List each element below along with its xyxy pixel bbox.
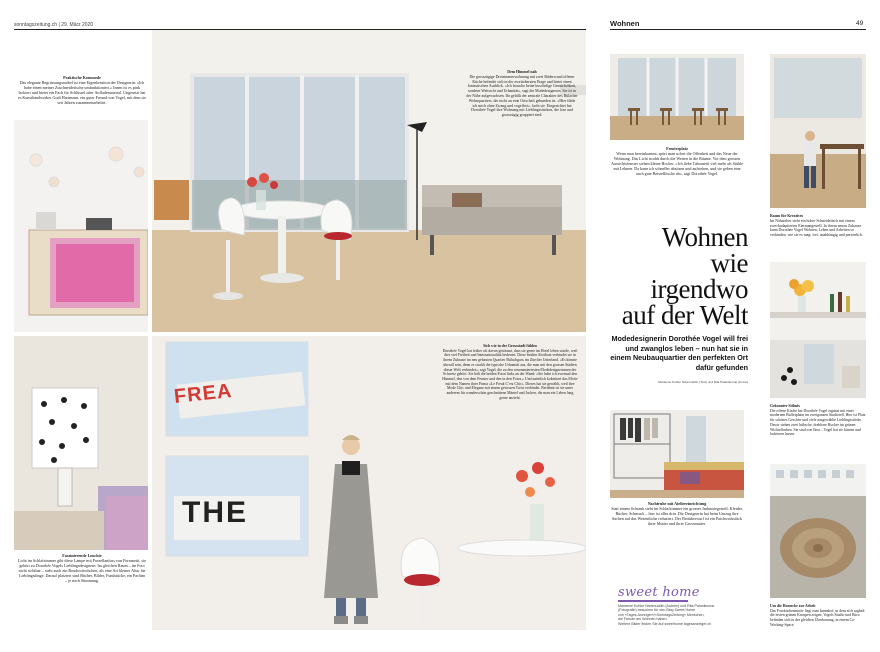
caption-fensterplatz-body: Wenn man hereinkommt, spürt man sofort die Offenheit und das Neue der Wohnung. Das Licht strahlt durch die Weiten in die Räume. Vor dem grossen Aussichtsfenster stehen kleine Hocker. «Ich liebe Tabouretti viel mehr als Stühle mit Lehnen. Da kann ich schneller absitzen und aufstehen, und sie geben eine auch gute Beistelltische ab», sagt Dorothée Vogel. bbox=[610, 151, 744, 177]
studio-illustration bbox=[770, 54, 866, 208]
sweet-home-info bbox=[618, 604, 764, 626]
caption-kreatives bbox=[770, 214, 866, 238]
caption-leuchte-body: Licht im Schlafzimmer gibt diese Lampe mit Porzellanfuss von Fornasetti, sie gehört zu Dorothée Vogels Lieblingsdesignern. Im gleichen Raum – im Foto nicht sichtbar – steht auch ein Boudoirtischchen, als eine Art kleiner Altar für Lieblingsdinge. Darauf platziert sind Bücher, Bilder, Fundstücke, ein Parfüm – je nach Stimmung. bbox=[18, 558, 146, 584]
caption-kommode-body: Das elegante Begrüssungsmöbel ist eine Eigenkreation der Designerin: «Ich habe einen meiner Zuschneidetische umfunktioniert.» Innen ist es pink lackiert und bietet ein Fach für Schlüssel oder Aufladematerial. Ungesetzt hat es Kunsthandwerker Godi Hartmann, ein guter Freund von Vogel, mit dem sie seit Jahren zusammenarbeitet. bbox=[18, 80, 146, 106]
caption-himmel-title: Dem Himmel nah bbox=[507, 70, 537, 74]
feature-credit: Marianne Kohler Nizamuddin (Text) und Rita Palanikumar (Fotos) bbox=[658, 380, 748, 384]
caption-leuchte-title: Faszinierende Leuchte bbox=[62, 553, 102, 558]
sweet-home-line-1: Marianne Kohler Nizamuddin (Autorin) und Rita Palanikumar bbox=[618, 604, 715, 608]
sweet-home-underline bbox=[618, 600, 688, 602]
lamp-illustration bbox=[14, 336, 148, 550]
feature-title-line-4: auf der Welt bbox=[621, 300, 748, 330]
bedroom-illustration bbox=[610, 410, 744, 498]
commode-illustration bbox=[14, 120, 148, 332]
caption-ateliereinrichtung-body: Statt einem Schrank steht im Schlafzimmer ein grosses Industriegestell. Kleider, Bücher, Schmuck – hier ist alles drin. Die Designerin hat beim Umzug ihre Sachen auf das Wesentliche reduziert. Der Bettüberwurf ist ein Patchworkstück ihrer Mutter und ihrer Grossmutter. bbox=[611, 506, 743, 527]
caption-stilmix bbox=[770, 404, 866, 437]
caption-stilmix-body: Die offene Küche hat Dorothée Vogel ergänzt mit einer modernen Buffetplatte im zweiganzen Studiotell. Hier ist Platz für schönes Geschirr und viele ausgewählte Lieblingsstücke. Davor stehen zwei hübsche, drehbare Hocker im grünen Wichtelfarben. Sie sind von Ikea – Vogel hat sie kürzen und lackieren lassen. bbox=[770, 408, 866, 437]
sign-text-bottom: THE bbox=[182, 496, 248, 529]
caption-kreatives-title: Raum für Kreatives bbox=[770, 214, 804, 218]
caption-kreatives-body: Im Nähatelier steht ein hoher Schneidetisch mit einem zweckadaptierten Eiermangestell. In ihrem neuen Zuhause kann Dorothée Vogel Wohnen, Leben und Arbeiten so verbinden, wie sie es mag: frei, unabhängig und persönlich. bbox=[770, 218, 863, 238]
section-label: Wohnen bbox=[610, 19, 640, 28]
site-name: sonntagszeitung.ch bbox=[14, 22, 58, 28]
sweet-home-line-3: von «Tages-Anzeiger»/«SonntagsZeitung» Menschen, bbox=[618, 612, 705, 617]
feature-lead: Modedesignerin Dorothée Vogel will frei und zwanglos leben – nun hat sie in einem Neubauquartier den perfekten Ort dafür gefunden bbox=[610, 334, 748, 372]
feature-title bbox=[606, 224, 748, 328]
photo-courtyard bbox=[770, 464, 866, 598]
caption-grossstadt-body: Dorothée Vogel hat früher oft davon geträumt, dass sie gerne im Hotel leben würde, weil dies viel Freiheit und Internationalität bedeutet. Diese beiden Attribute verbindet sie in ihrem Zuhause im neu gebauten Quartier Bülachguss im Zürcher Unterland. «Es könnte überall sein, denn es strahlt die typische Urbanität aus, die man mit den grossen Städten dieser Welt verbindet», sagt Vogel, die zu den renommiertesten Modedesignerinnen der Schweiz gehört. Sie hält die beiden Fotos links an der Wand: «Sie habe ich zweimal den Himmel, den von dem Fenster und den in den Fotos.» Und natürlich kokettiert das Motiv mit dem Namen ihrer Firma «Le Freak C’est Chic». Dieses hat sie gewählt, weil ihre Mode Chic und Eleganz mit einem gewissen Twist verbindet. Berühmt ist sie unter anderem für wunderschön geschnittene Mäntel und Jacken, die man ein Leben lang gerne anzieht. bbox=[442, 348, 578, 400]
caption-ateliereinrichtung-title: Nachtruhe mit Ateliereinrichtung bbox=[647, 501, 707, 506]
sweet-home-line-2: (Fotografin) besuchen für den Blog Sweet Home bbox=[618, 608, 696, 613]
issue-date: 29. März 2020 bbox=[61, 22, 94, 28]
caption-kommode bbox=[18, 75, 146, 106]
caption-grossstadt-title: Sich wie in der Grossstadt fühlen bbox=[483, 344, 537, 348]
caption-fensterplatz bbox=[610, 146, 744, 177]
feature-title-line-3: irgendwo bbox=[650, 274, 748, 304]
photo-commode bbox=[14, 120, 148, 332]
caption-leuchte bbox=[18, 553, 146, 584]
caption-ateliereinrichtung bbox=[610, 501, 744, 526]
header-left: sonntagszeitung.ch | 29. März 2020 bbox=[14, 22, 94, 28]
photo-lamp bbox=[14, 336, 148, 550]
caption-grossstadt bbox=[442, 344, 578, 400]
photo-bedroom bbox=[610, 410, 744, 498]
photo-window-stools bbox=[610, 54, 744, 140]
caption-stilmix-title: Gekonnter Stilmix bbox=[770, 404, 800, 408]
page-number: 49 bbox=[856, 20, 864, 27]
caption-himmel-body: Die grosszügige Dreizimmerwohnung mit zwei Bädern und offener Küche befindet sich in der zweitobersten Etage und bietet einen fantastischen Ausblick. «Ich brauche keine kuschelige Gemütlichkeit, sondern Weitsicht und Urbanität», sagt die Modedesignerin. Sie ist in der Nähe aufgewachsen. Ihr gefällt der zentrale Charakter des Bülacher Wohnquartiers, der nicht an eine Ortschaft gebunden ist. «Hier fühle ich mich ohne Zwang und vogelfrei», lacht sie. Eingerichtet hat Dorothée Vogel ihre Wohnung mit Lieblingsstücken, die lose und grosszügig gruppiert sind. bbox=[466, 74, 578, 118]
caption-homeoffice bbox=[770, 604, 866, 628]
kitchen-illustration bbox=[770, 262, 866, 398]
feature-title-line-1: Wohnen bbox=[661, 222, 748, 252]
photo-studio bbox=[770, 54, 866, 208]
caption-homeoffice-title: Um die Homecke zur Arbeit bbox=[770, 604, 816, 608]
sweet-home-logo: sweet home bbox=[618, 585, 700, 600]
window-stools-illustration bbox=[610, 54, 744, 140]
header-rule-right bbox=[610, 29, 866, 30]
caption-homeoffice-body: Das Fotoküchenmotiv liegt zum Innenhof, in dem sich sagbalt die ersten grünen Knospen zeigen. Vogels Studio und Büro befinden sich in der gleichen Überbauung, in einem Co-Working-Space. bbox=[770, 608, 865, 627]
photo-kitchen bbox=[770, 262, 866, 398]
sign-text-top: FREA bbox=[172, 380, 234, 408]
caption-kommode-title: Praktische Kommode bbox=[63, 75, 101, 80]
sweet-home-line-5: Weitere Bilder finden Sie auf sweethome.tagesanzeiger.ch bbox=[618, 621, 712, 626]
caption-fensterplatz-title: Fensterplatz bbox=[666, 146, 688, 151]
caption-himmel bbox=[466, 70, 578, 118]
feature-title-line-2: wie bbox=[710, 248, 748, 278]
sweet-home-line-4: die Freude am Wohnen haben. bbox=[618, 617, 668, 622]
courtyard-illustration bbox=[770, 464, 866, 598]
